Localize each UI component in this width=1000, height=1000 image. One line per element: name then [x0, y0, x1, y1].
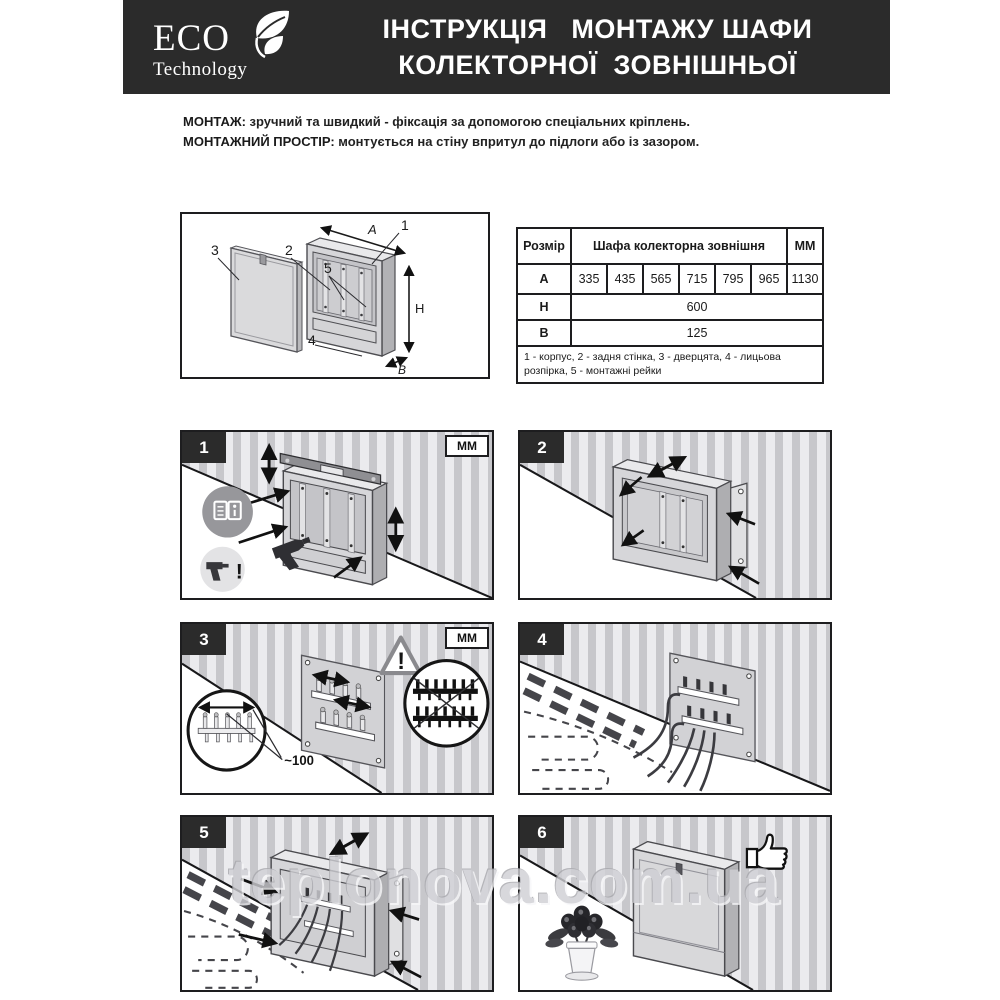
size-a-value: 965 [751, 264, 787, 294]
size-a-value: 795 [715, 264, 751, 294]
dim-label-A: A [368, 222, 377, 237]
size-b-value: 125 [571, 320, 823, 346]
step-panel-2 [518, 430, 832, 600]
size-table [516, 227, 824, 384]
part-label-2: 2 [285, 242, 293, 258]
cabinet-frame-drawing [613, 460, 747, 581]
cabinet-body-drawing [307, 238, 395, 356]
spacing-inset [188, 691, 314, 770]
intro-line1 [183, 112, 699, 132]
step-panel-6 [518, 815, 832, 992]
closed-cabinet-drawing [633, 842, 738, 977]
step-number-badge: 3 [182, 624, 226, 655]
unit-badge-mm: ММ [445, 435, 489, 457]
size-table-col-size: Розмір [517, 228, 571, 264]
manual-book-icon [202, 486, 253, 537]
step-panel-3 [180, 622, 494, 795]
part-label-1: 1 [401, 217, 409, 233]
size-a-value: 565 [643, 264, 679, 294]
size-a-value: 1130 [787, 264, 823, 294]
step-number-badge: 1 [182, 432, 226, 463]
header-bar [123, 0, 890, 94]
thumbs-up-icon [747, 835, 787, 869]
exclamation-icon: ! [235, 559, 243, 584]
eco-technology-logo [153, 10, 323, 84]
size-a-value: 435 [607, 264, 643, 294]
step-panel-1 [180, 430, 494, 600]
step-panel-4 [518, 622, 832, 795]
size-a-value: 335 [571, 264, 607, 294]
unit-badge-mm: ММ [445, 627, 489, 649]
size-row-b-label: B [517, 320, 571, 346]
cabinet-door-drawing [231, 246, 302, 352]
part-label-5: 5 [324, 260, 332, 276]
parts-legend-note: 1 - корпус, 2 - задня стінка, 3 - дверцята, 4 - лицьова розпірка, 5 - монтажні рейки [517, 346, 823, 383]
exploded-cabinet-drawing [182, 214, 488, 377]
size-h-value: 600 [571, 294, 823, 320]
step-number-badge: 5 [182, 817, 226, 848]
intro-line2-label: МОНТАЖНИЙ ПРОСТІР: [183, 133, 335, 149]
intro-line1-label: МОНТАЖ: [183, 114, 246, 129]
wrong-spacing-inset [405, 661, 488, 747]
size-row-h-label: H [517, 294, 571, 320]
part-label-3: 3 [211, 242, 219, 258]
step4-scene [520, 624, 830, 793]
logo-technology-text: Technology [153, 59, 248, 80]
step-panel-5 [180, 815, 494, 992]
step6-scene [520, 817, 830, 990]
exploded-diagram-panel [180, 212, 490, 379]
intro-line2 [183, 132, 699, 152]
size-a-value: 715 [679, 264, 715, 294]
page-title-line2: КОЛЕКТОРНОЇ ЗОВНІШНЬОЇ [398, 50, 797, 80]
cabinet-frame-drawing [271, 850, 403, 976]
warning-triangle-icon [382, 638, 420, 675]
dim-label-H: H [415, 301, 425, 316]
page-title [323, 11, 890, 84]
spacing-annotation: ~100 [284, 752, 314, 768]
logo-eco-text: ECO [153, 18, 230, 59]
step5-scene [182, 817, 492, 990]
drill-alert-icon [200, 547, 245, 592]
size-table-col-unit: ММ [787, 228, 823, 264]
page-title-line1: ІНСТРУКЦІЯ МОНТАЖУ ШАФИ [382, 13, 813, 44]
intro-line2-text: монтується на стіну впритул до підлоги або із зазором. [334, 133, 700, 149]
step2-scene [520, 432, 830, 598]
intro-text [183, 112, 699, 151]
step-number-badge: 6 [520, 817, 564, 848]
step-number-badge: 2 [520, 432, 564, 463]
watermark-text: teplonova.com.ua [228, 847, 780, 917]
svg-text:!: ! [397, 648, 406, 675]
leaf-icon [241, 8, 299, 69]
step-number-badge: 4 [520, 624, 564, 655]
manifold-plate-drawing [302, 655, 385, 768]
part-label-4: 4 [308, 332, 316, 348]
dim-label-B: B [398, 363, 407, 377]
intro-line1-text: зручний та швидкий - фіксація за допомогою спеціальних кріплень. [245, 114, 691, 129]
size-table-col-product: Шафа колекторна зовнішня [571, 228, 787, 264]
size-row-a-label: A [517, 264, 571, 294]
